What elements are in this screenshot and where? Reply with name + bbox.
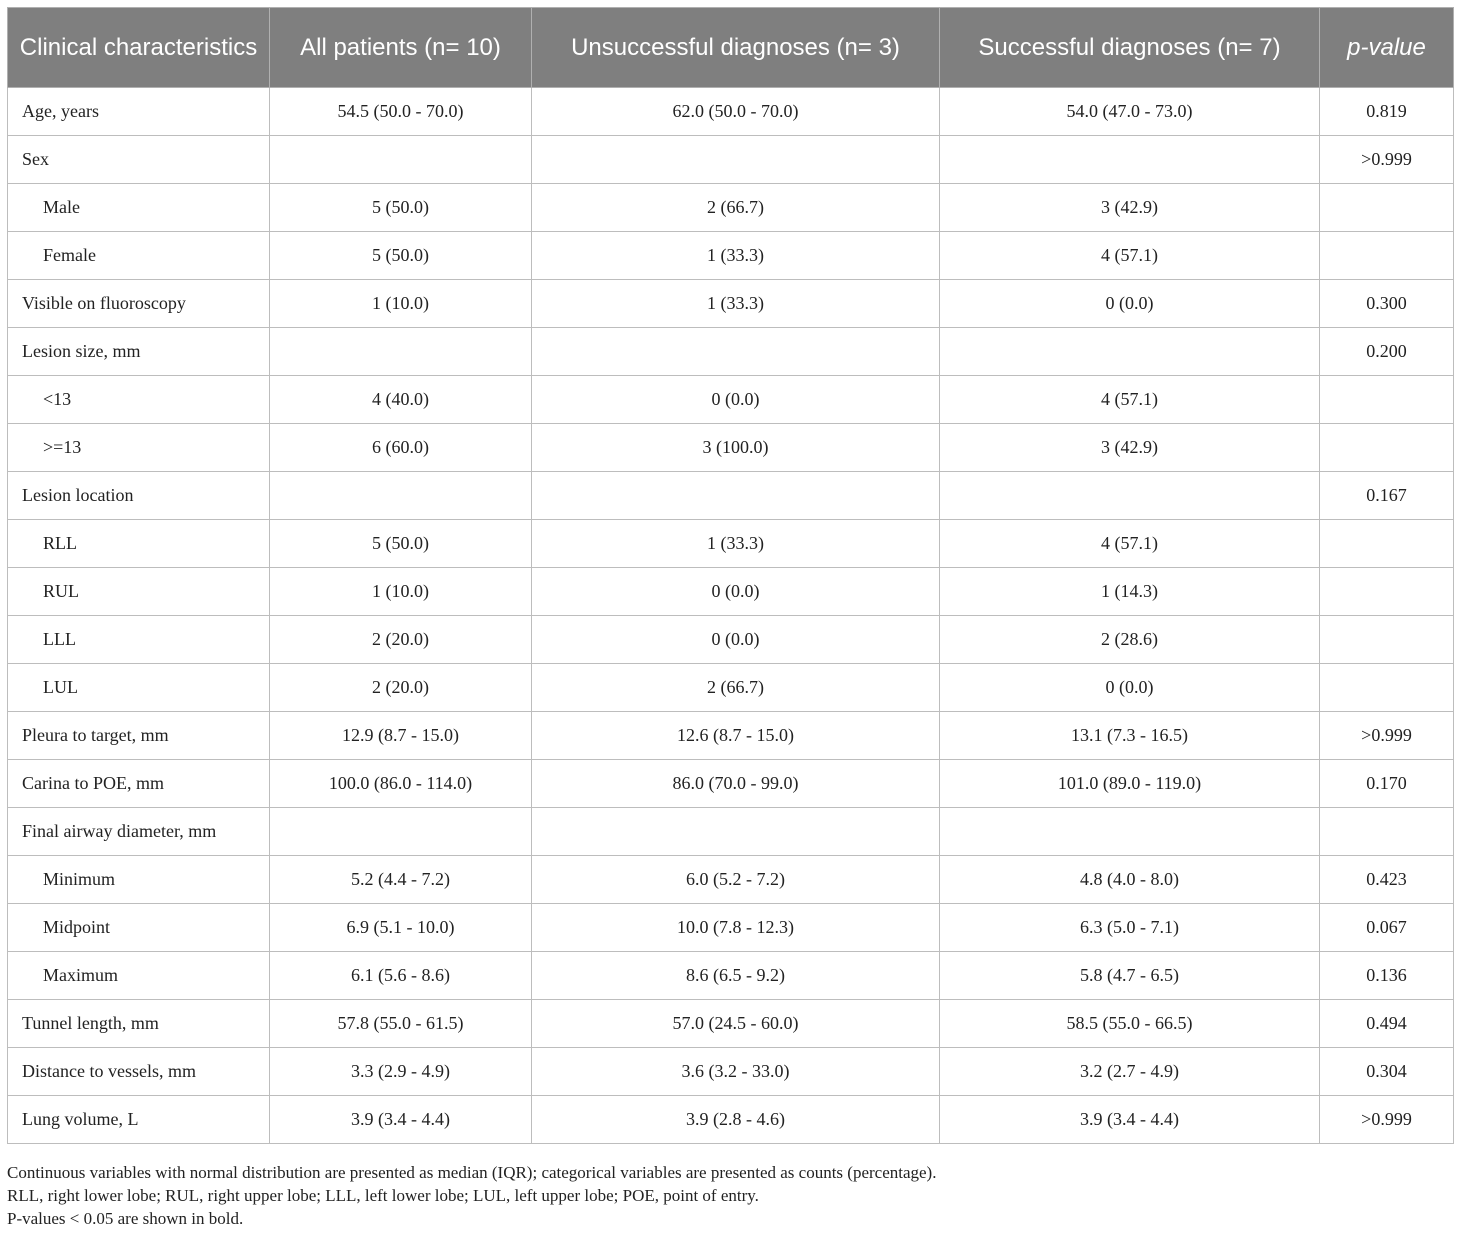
table-row: [8, 280, 1454, 328]
row-label: Lung volume, L: [8, 1096, 270, 1144]
cell-all-patients: [270, 328, 532, 376]
header-successful-diagnoses: Successful diagnoses (n= 7): [940, 8, 1320, 88]
row-label: LLL: [8, 616, 270, 664]
table-row: [8, 568, 1454, 616]
cell-p-value: >0.999: [1320, 136, 1454, 184]
table-row: [8, 184, 1454, 232]
cell-unsuccessful: [532, 136, 940, 184]
cell-successful: 1 (14.3): [940, 568, 1320, 616]
row-label: LUL: [8, 664, 270, 712]
cell-all-patients: 4 (40.0): [270, 376, 532, 424]
table-row: [8, 376, 1454, 424]
table-row: [8, 760, 1454, 808]
table-body: [8, 88, 1454, 1144]
cell-unsuccessful: 8.6 (6.5 - 9.2): [532, 952, 940, 1000]
table-row: [8, 88, 1454, 136]
row-label: Male: [8, 184, 270, 232]
table-row: [8, 952, 1454, 1000]
cell-successful: [940, 808, 1320, 856]
row-label: Midpoint: [8, 904, 270, 952]
row-label: Female: [8, 232, 270, 280]
cell-unsuccessful: 2 (66.7): [532, 664, 940, 712]
cell-successful: [940, 472, 1320, 520]
table-footnotes: [7, 1161, 936, 1230]
cell-unsuccessful: 12.6 (8.7 - 15.0): [532, 712, 940, 760]
footnote-abbreviations: RLL, right lower lobe; RUL, right upper lobe; LLL, left lower lobe; LUL, left upper lobe; POE, point of entry.: [7, 1186, 759, 1205]
table-row: [8, 664, 1454, 712]
table-row: [8, 904, 1454, 952]
row-label: Age, years: [8, 88, 270, 136]
cell-unsuccessful: 3.9 (2.8 - 4.6): [532, 1096, 940, 1144]
header-row: [8, 8, 1454, 88]
cell-successful: 3 (42.9): [940, 424, 1320, 472]
cell-successful: 58.5 (55.0 - 66.5): [940, 1000, 1320, 1048]
cell-p-value: 0.067: [1320, 904, 1454, 952]
cell-successful: 13.1 (7.3 - 16.5): [940, 712, 1320, 760]
cell-unsuccessful: 62.0 (50.0 - 70.0): [532, 88, 940, 136]
cell-successful: 3.2 (2.7 - 4.9): [940, 1048, 1320, 1096]
cell-p-value: >0.999: [1320, 712, 1454, 760]
cell-all-patients: 5 (50.0): [270, 232, 532, 280]
cell-p-value: 0.200: [1320, 328, 1454, 376]
clinical-characteristics-table: [7, 7, 1454, 1144]
cell-all-patients: 2 (20.0): [270, 616, 532, 664]
row-label: Tunnel length, mm: [8, 1000, 270, 1048]
cell-p-value: 0.136: [1320, 952, 1454, 1000]
table-row: [8, 328, 1454, 376]
table-row: [8, 472, 1454, 520]
row-label: Carina to POE, mm: [8, 760, 270, 808]
cell-successful: [940, 136, 1320, 184]
cell-unsuccessful: 3 (100.0): [532, 424, 940, 472]
cell-unsuccessful: 1 (33.3): [532, 520, 940, 568]
row-label: >=13: [8, 424, 270, 472]
cell-all-patients: 1 (10.0): [270, 280, 532, 328]
cell-unsuccessful: 1 (33.3): [532, 280, 940, 328]
table-header: [8, 8, 1454, 88]
table-row: [8, 424, 1454, 472]
cell-unsuccessful: 86.0 (70.0 - 99.0): [532, 760, 940, 808]
row-label: Distance to vessels, mm: [8, 1048, 270, 1096]
cell-p-value: [1320, 808, 1454, 856]
cell-successful: 2 (28.6): [940, 616, 1320, 664]
table-row: [8, 232, 1454, 280]
cell-successful: 0 (0.0): [940, 664, 1320, 712]
cell-p-value: 0.300: [1320, 280, 1454, 328]
table-row: [8, 1096, 1454, 1144]
cell-successful: 0 (0.0): [940, 280, 1320, 328]
cell-all-patients: 57.8 (55.0 - 61.5): [270, 1000, 532, 1048]
row-label: Lesion size, mm: [8, 328, 270, 376]
cell-all-patients: [270, 136, 532, 184]
header-all-patients: All patients (n= 10): [270, 8, 532, 88]
cell-successful: 4 (57.1): [940, 520, 1320, 568]
cell-p-value: 0.170: [1320, 760, 1454, 808]
cell-successful: 4 (57.1): [940, 232, 1320, 280]
cell-unsuccessful: [532, 472, 940, 520]
cell-all-patients: 3.9 (3.4 - 4.4): [270, 1096, 532, 1144]
cell-all-patients: [270, 472, 532, 520]
cell-successful: 3 (42.9): [940, 184, 1320, 232]
cell-unsuccessful: 0 (0.0): [532, 376, 940, 424]
row-label: Lesion location: [8, 472, 270, 520]
cell-all-patients: 6.9 (5.1 - 10.0): [270, 904, 532, 952]
cell-successful: 101.0 (89.0 - 119.0): [940, 760, 1320, 808]
cell-p-value: 0.167: [1320, 472, 1454, 520]
cell-successful: 4 (57.1): [940, 376, 1320, 424]
row-label: Visible on fluoroscopy: [8, 280, 270, 328]
footnote-statistics: Continuous variables with normal distribution are presented as median (IQR); categorical variables are presented as counts (percentage).: [7, 1163, 937, 1182]
row-label: RLL: [8, 520, 270, 568]
cell-all-patients: 12.9 (8.7 - 15.0): [270, 712, 532, 760]
cell-p-value: [1320, 616, 1454, 664]
table-row: [8, 856, 1454, 904]
cell-p-value: >0.999: [1320, 1096, 1454, 1144]
cell-p-value: [1320, 568, 1454, 616]
table-row: [8, 1000, 1454, 1048]
row-label: Pleura to target, mm: [8, 712, 270, 760]
row-label: Maximum: [8, 952, 270, 1000]
cell-p-value: [1320, 376, 1454, 424]
table-row: [8, 616, 1454, 664]
cell-p-value: 0.494: [1320, 1000, 1454, 1048]
cell-all-patients: 6.1 (5.6 - 8.6): [270, 952, 532, 1000]
cell-successful: 4.8 (4.0 - 8.0): [940, 856, 1320, 904]
cell-successful: 6.3 (5.0 - 7.1): [940, 904, 1320, 952]
row-label: Minimum: [8, 856, 270, 904]
cell-unsuccessful: 3.6 (3.2 - 33.0): [532, 1048, 940, 1096]
cell-unsuccessful: 2 (66.7): [532, 184, 940, 232]
table-row: [8, 136, 1454, 184]
cell-successful: 3.9 (3.4 - 4.4): [940, 1096, 1320, 1144]
cell-all-patients: 5 (50.0): [270, 520, 532, 568]
row-label: Final airway diameter, mm: [8, 808, 270, 856]
cell-unsuccessful: 57.0 (24.5 - 60.0): [532, 1000, 940, 1048]
cell-p-value: [1320, 232, 1454, 280]
row-label: Sex: [8, 136, 270, 184]
cell-successful: [940, 328, 1320, 376]
cell-all-patients: 3.3 (2.9 - 4.9): [270, 1048, 532, 1096]
cell-unsuccessful: [532, 808, 940, 856]
cell-all-patients: 1 (10.0): [270, 568, 532, 616]
header-p-value: p-value: [1320, 8, 1454, 88]
table-row: [8, 1048, 1454, 1096]
cell-successful: 5.8 (4.7 - 6.5): [940, 952, 1320, 1000]
cell-p-value: 0.423: [1320, 856, 1454, 904]
cell-unsuccessful: [532, 328, 940, 376]
cell-successful: 54.0 (47.0 - 73.0): [940, 88, 1320, 136]
cell-unsuccessful: 0 (0.0): [532, 616, 940, 664]
row-label: RUL: [8, 568, 270, 616]
cell-p-value: [1320, 520, 1454, 568]
cell-all-patients: 2 (20.0): [270, 664, 532, 712]
cell-all-patients: [270, 808, 532, 856]
cell-p-value: [1320, 184, 1454, 232]
cell-p-value: [1320, 424, 1454, 472]
table-container: [7, 7, 1453, 1144]
cell-p-value: [1320, 664, 1454, 712]
cell-all-patients: 5.2 (4.4 - 7.2): [270, 856, 532, 904]
cell-all-patients: 54.5 (50.0 - 70.0): [270, 88, 532, 136]
row-label: <13: [8, 376, 270, 424]
table-row: [8, 520, 1454, 568]
table-row: [8, 808, 1454, 856]
cell-unsuccessful: 6.0 (5.2 - 7.2): [532, 856, 940, 904]
cell-all-patients: 6 (60.0): [270, 424, 532, 472]
cell-unsuccessful: 0 (0.0): [532, 568, 940, 616]
cell-p-value: 0.304: [1320, 1048, 1454, 1096]
footnote-bold-note: P-values < 0.05 are shown in bold.: [7, 1209, 244, 1228]
cell-unsuccessful: 10.0 (7.8 - 12.3): [532, 904, 940, 952]
table-row: [8, 712, 1454, 760]
cell-all-patients: 5 (50.0): [270, 184, 532, 232]
header-unsuccessful-diagnoses: Unsuccessful diagnoses (n= 3): [532, 8, 940, 88]
cell-all-patients: 100.0 (86.0 - 114.0): [270, 760, 532, 808]
cell-p-value: 0.819: [1320, 88, 1454, 136]
cell-unsuccessful: 1 (33.3): [532, 232, 940, 280]
header-clinical-characteristics: Clinical characteristics: [8, 8, 270, 88]
